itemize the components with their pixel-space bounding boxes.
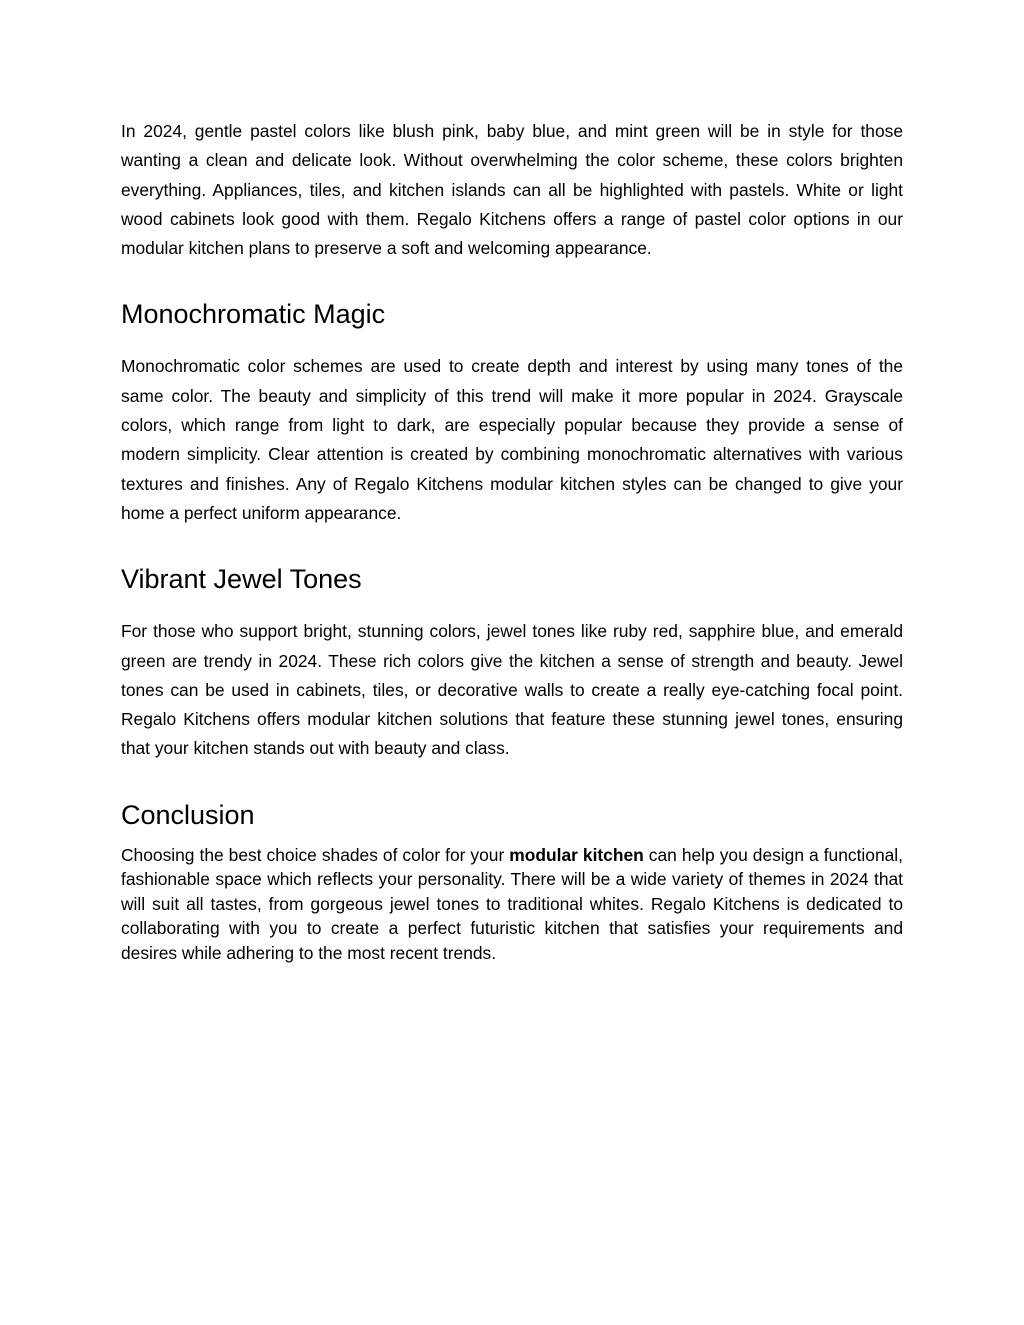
section-heading-conclusion: Conclusion bbox=[121, 799, 255, 830]
section-heading-vibrant-jewel-tones: Vibrant Jewel Tones bbox=[121, 564, 362, 595]
conclusion-bold-keyword: modular kitchen bbox=[509, 844, 644, 865]
section-paragraph-vibrant-jewel-tones: For those who support bright, stunning colors, jewel tones like ruby red, sapphire blue, and emerald green are trendy in 2024. These rich colors give the kitchen a sense of strength and beauty. Jewel tones can be used in cabinets, tiles, or decorative walls to create a really eye-catching focal point. Regalo Kitchens offers modular kitchen solutions that feature these stunning jewel tones, ensuring that your kitchen stands out with beauty and class. bbox=[121, 621, 903, 759]
document-page bbox=[121, 117, 903, 965]
section-paragraph-monochromatic-magic: Monochromatic color schemes are used to create depth and interest by using many tones of the same color. The beauty and simplicity of this trend will make it more popular in 2024. Grayscale colors, which range from light to dark, are especially popular because they provide a sense of modern simplicity. Clear attention is created by combining monochromatic alternatives with various textures and finishes. Any of Regalo Kitchens modular kitchen styles can be changed to give your home a perfect uniform appearance. bbox=[121, 356, 903, 523]
section-paragraph-conclusion bbox=[121, 843, 903, 966]
conclusion-text-before-bold: Choosing the best choice shades of color for your bbox=[121, 844, 510, 865]
conclusion-text-after-bold: can help you design a functional, fashionable space which reflects your personality. There will be a wide variety of themes in 2024 that will suit all tastes, from gorgeous jewel tones to traditional whites. Regalo Kitchens is dedicated to collaborating with you to create a perfect futuristic kitchen that satisfies your requirements and desires while adhering to the most recent trends. bbox=[121, 844, 903, 963]
intro-paragraph: In 2024, gentle pastel colors like blush pink, baby blue, and mint green will be in style for those wanting a clean and delicate look. Without overwhelming the color scheme, these colors brighten everything. Appliances, tiles, and kitchen islands can all be highlighted with pastels. White or light wood cabinets look good with them. Regalo Kitchens offers a range of pastel color options in our modular kitchen plans to preserve a soft and welcoming appearance. bbox=[121, 121, 903, 259]
section-heading-monochromatic-magic: Monochromatic Magic bbox=[121, 299, 386, 330]
